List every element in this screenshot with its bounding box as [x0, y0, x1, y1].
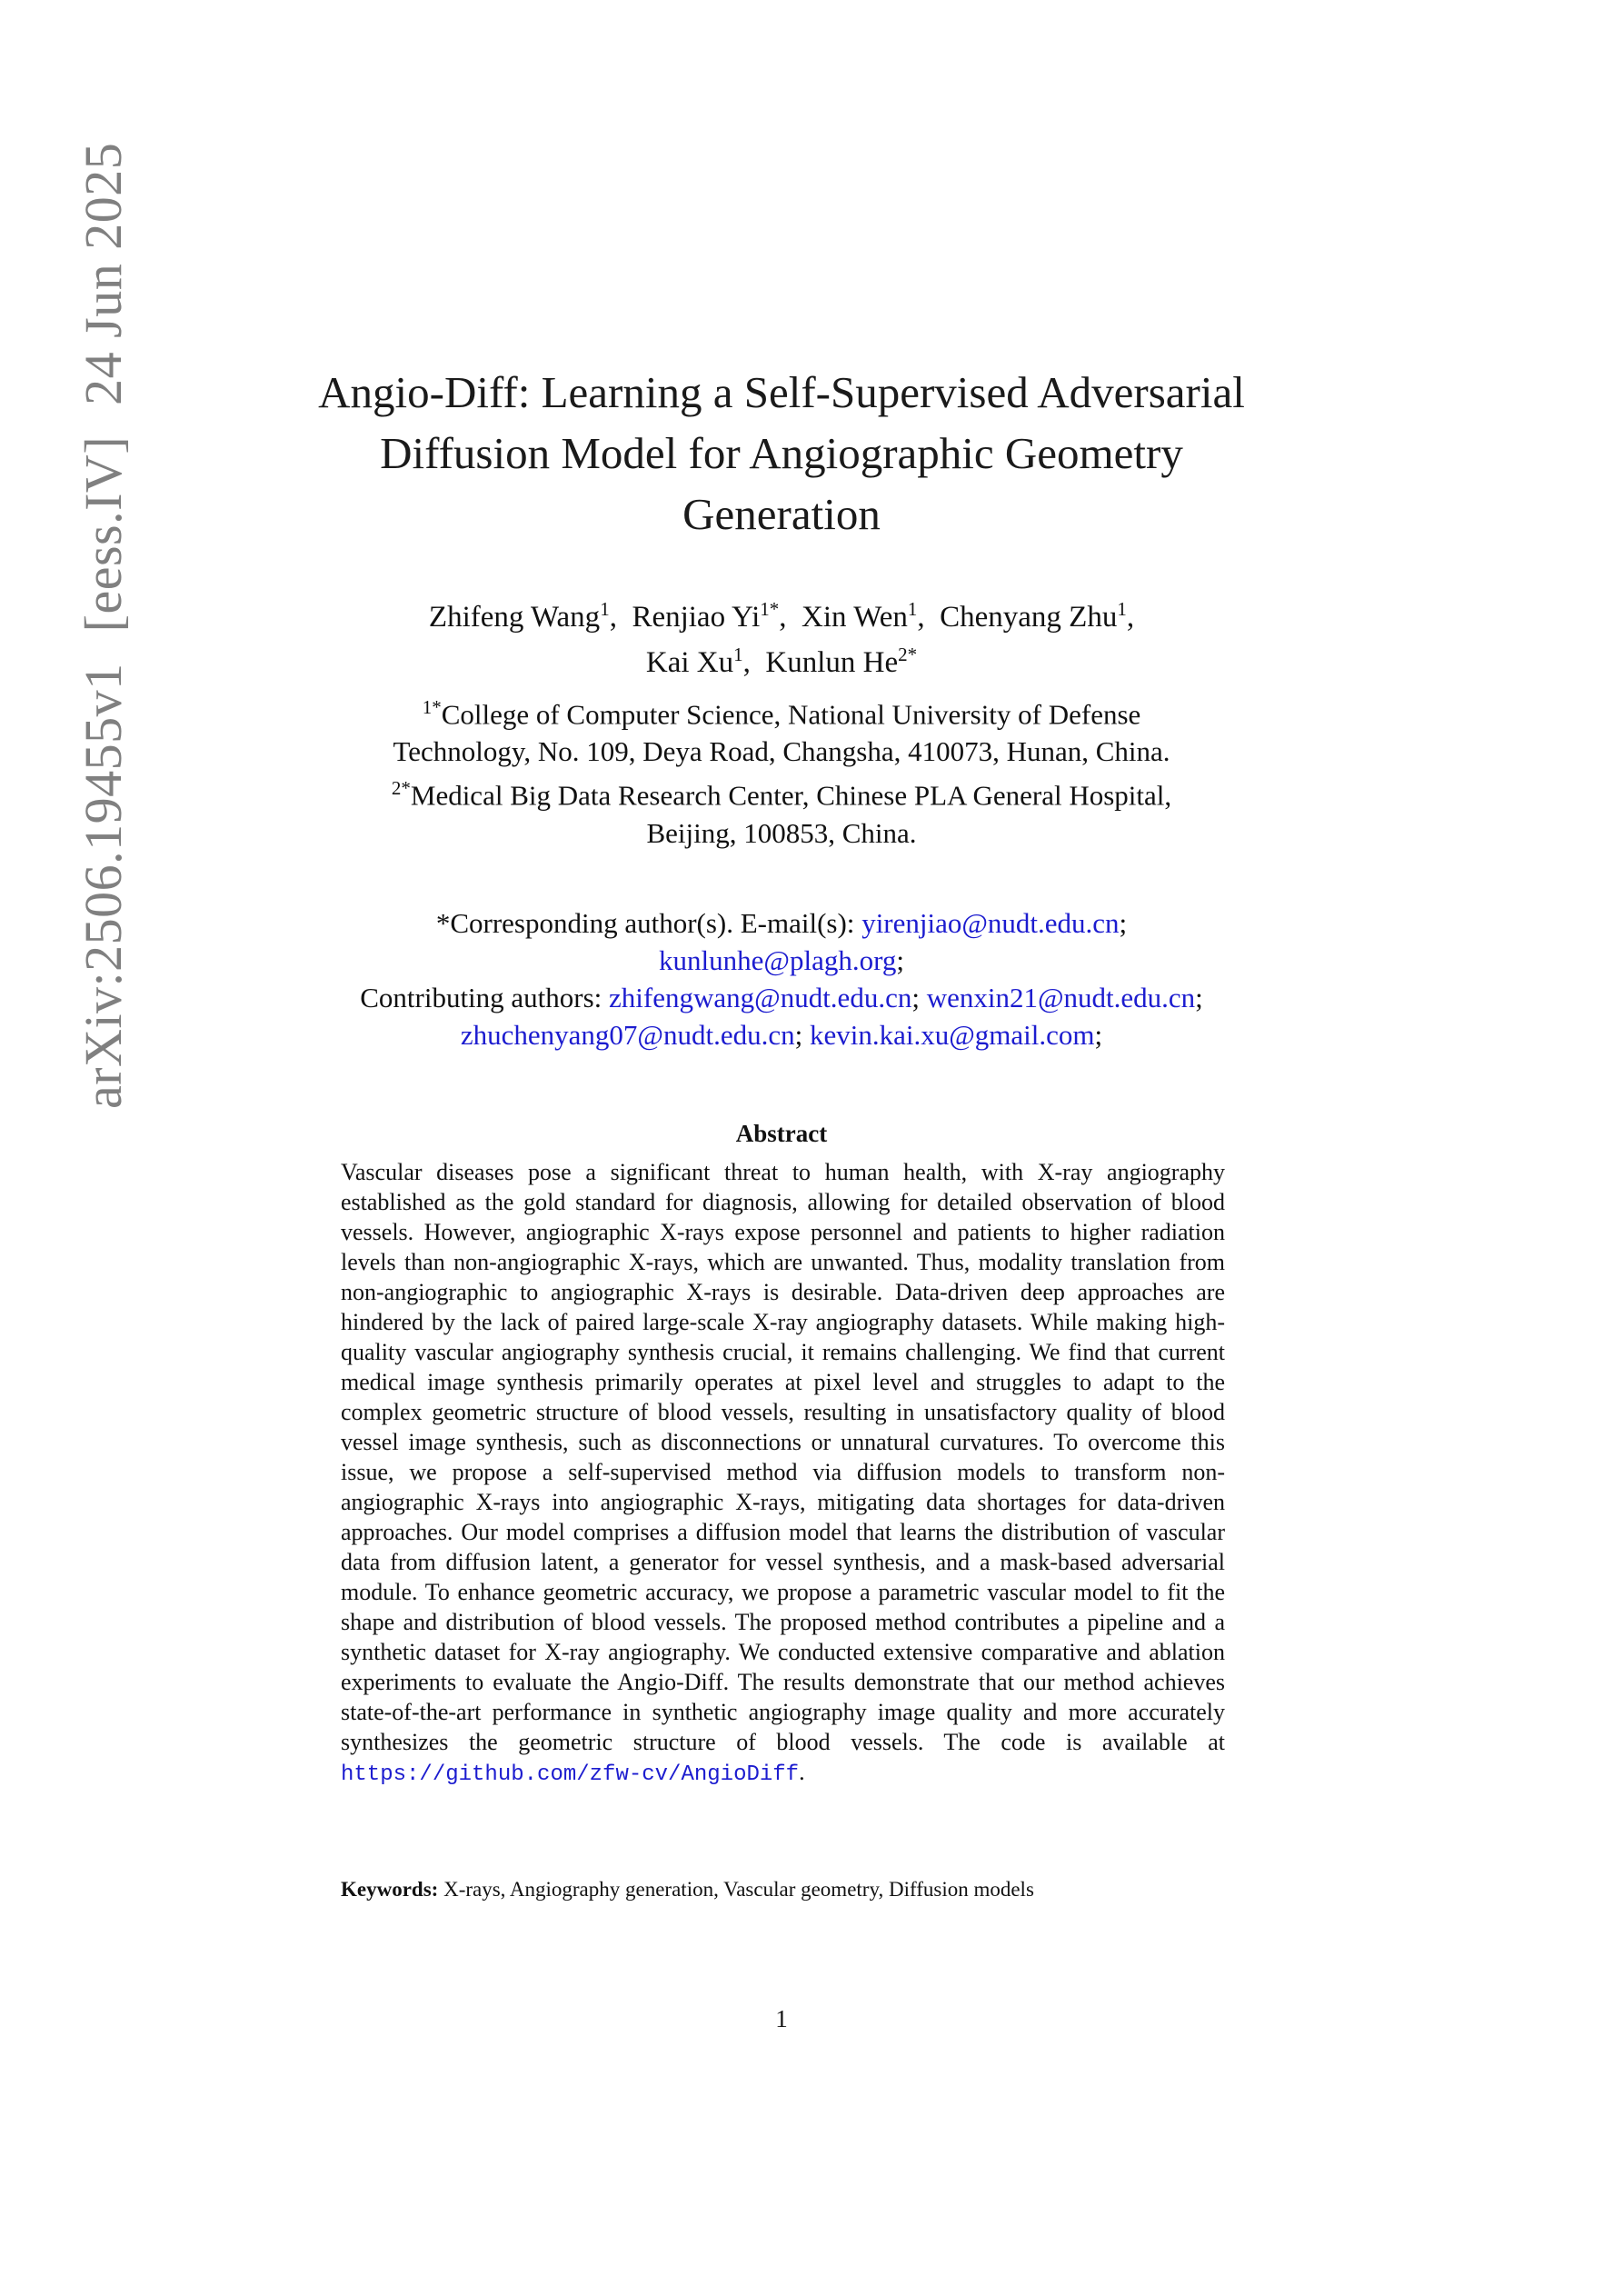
author-affiliation-mark: 1 [600, 598, 610, 620]
contact-info [273, 904, 1290, 1053]
contributing-line: Contributing authors: zhifengwang@nudt.edu.cn; wenxin21@nudt.edu.cn; [360, 982, 1203, 1013]
abstract-heading: Abstract [735, 1120, 828, 1147]
keywords [341, 1878, 1250, 1902]
email-link[interactable]: yirenjiao@nudt.edu.cn [861, 907, 1120, 939]
author-name: Xin Wen [802, 601, 908, 634]
author-affiliation-mark: 1 [907, 598, 918, 620]
arxiv-side-stamp [73, 112, 134, 1109]
affiliation-2-cont: Beijing, 100853, China. [646, 816, 917, 849]
affiliation-mark: 2* [391, 777, 411, 800]
arxiv-id: arXiv:2506.19455v1 [74, 663, 133, 1109]
email-link[interactable]: wenxin21@nudt.edu.cn [926, 982, 1196, 1013]
abstract-text: Vascular diseases pose a significant threat to human health, with X-ray angiography established as the gold standard for diagnosis, allowing for detailed observation of blood vessels. However, angiographic X-rays expose personnel and patients to higher radiation levels than non-angiographic X-rays, which are unwanted. Thus, modality translation from non-angiographic to angiographic X-rays is desirable. Data-driven deep approaches are hindered by the lack of paired large-scale X-ray angiography datasets. While making high-quality vascular angiography synthesis crucial, it remains challenging. We find that current medical image synthesis primarily operates at pixel level and struggles to adapt to the complex geometric structure of blood vessels, resulting in unsatisfactory quality of blood vessel image synthesis, such as disconnections or unnatural curvatures. To overcome this issue, we propose a self-supervised method via diffusion models to transform non-angiographic X-rays into angiographic X-rays, mitigating data shortages for data-driven approaches. Our model comprises a diffusion model that learns the distribution of vascular data from diffusion latent, a generator for vessel synthesis, and a mask-based adversarial module. To enhance geometric accuracy, we propose a parametric vascular model to fit the shape and distribution of blood vessels. The proposed method contributes a pipeline and a synthetic dataset for X-ray angiography. We conducted extensive comparative and ablation experiments to evaluate the Angio-Diff. The results demonstrate that our method achieves state-of-the-art performance in synthetic angiography image quality and more accurately synthesizes the geometric structure of blood vessels. The code is available at [341, 1159, 1225, 1755]
author-affiliation-mark: 1 [733, 644, 743, 665]
title-line: Angio-Diff: Learning a Self-Supervised Adversarial [318, 367, 1245, 417]
affiliations [273, 689, 1290, 852]
paper-title [273, 362, 1290, 544]
affiliation-2: $^{2*}$Medical Big Data Research Center, Chinese PLA General Hospital, [391, 777, 1172, 812]
email-link[interactable]: kunlunhe@plagh.org [659, 944, 897, 976]
code-link[interactable]: https://github.com/zfw-cv/AngioDiff [341, 1762, 800, 1787]
abstract-body: Vascular diseases pose a significant threat to human health, with X-ray angiography established as the gold standard for diagnosis, allowing for detailed observation of blood vessels. However, angiographic X-rays expose personnel and patients to higher radiation levels than non-angiographic X-rays, which are unwanted. Thus, modality translation from non-angiographic to angiographic X-rays is desirable. Data-driven deep approaches are hindered by the lack of paired large-scale X-ray angiography datasets. While making high-quality vascular angiography synthesis crucial, it remains challenging. We find that current medical image synthesis primarily operates at pixel level and struggles to adapt to the complex geometric structure of blood vessels, resulting in unsatisfactory quality of blood vessel image synthesis, such as disconnections or unnatural curvatures. To overcome this issue, we propose a self-supervised method via diffusion models to transform non-angiographic X-rays into angiographic X-rays, mitigating data shortages for data-driven approaches. Our model comprises a diffusion model that learns the distribution of vascular data from diffusion latent, a generator for vessel synthesis, and a mask-based adversarial module. To enhance geometric accuracy, we propose a parametric vascular model to fit the shape and distribution of blood vessels. The proposed method contributes a pipeline and a synthetic dataset for X-ray angiography. We conducted extensive comparative and ablation experiments to evaluate the Angio-Diff. The results demonstrate that our method achieves state-of-the-art performance in synthetic angiography image quality and more accurately synthesizes the geometric structure of blood vessels. The code is available at https://github.com/zfw-cv/AngioDiff. [341, 1159, 1225, 1787]
author-name: Kai Xu [645, 646, 734, 679]
email-link[interactable]: zhuchenyang07@nudt.edu.cn [460, 1019, 795, 1051]
corresponding-label: *Corresponding author(s). E-mail(s): [435, 907, 855, 939]
author-name: Renjiao Yi [632, 601, 761, 634]
title-line: Diffusion Model for Angiographic Geometry [380, 428, 1183, 478]
contributing-label: Contributing authors: [360, 982, 602, 1013]
affiliation-mark: 1* [422, 696, 442, 718]
author-affiliation-mark: 1 [1117, 598, 1127, 620]
author-list [273, 591, 1290, 682]
keywords-text: X-rays, Angiography generation, Vascular geometry, Diffusion models [443, 1878, 1034, 1901]
author-affiliation-mark: 2* [898, 644, 918, 665]
author-line-1: Zhifeng Wang$^1$, Renjiao $Yi^{1*}$, Xin Wen$^1$, Chenyang Zhu$^1$, [428, 598, 1135, 634]
affiliation-1: $^{1*}$College of Computer Science, National University of Defense [422, 696, 1141, 731]
keywords-label: Keywords: [341, 1878, 439, 1901]
arxiv-date: 24 Jun 2025 [74, 142, 133, 405]
title-line: Generation [682, 489, 881, 539]
author-name: Chenyang Zhu [940, 601, 1118, 634]
email-link[interactable]: zhifengwang@nudt.edu.cn [609, 982, 912, 1013]
corresponding-line-2: kunlunhe@plagh.org; [659, 944, 904, 976]
corresponding-line: *Corresponding author(s). E-mail(s): yirenjiao@nudt.edu.cn; [435, 907, 1128, 939]
contributing-line-2: zhuchenyang07@nudt.edu.cn; kevin.kai.xu@gmail.com; [460, 1019, 1103, 1051]
author-name: Kunlun He [765, 646, 899, 679]
author-line-2: Kai Xu$^1$, Kunlun $He^{2*}$ [645, 644, 918, 679]
email-link[interactable]: kevin.kai.xu@gmail.com [809, 1019, 1095, 1051]
author-name: Zhifeng Wang [428, 601, 601, 634]
arxiv-category: [eess.IV] [74, 435, 133, 633]
author-affiliation-mark: 1* [760, 598, 780, 620]
page-number: 1 [775, 2005, 788, 2032]
affiliation-1-cont: Technology, No. 109, Deya Road, Changsha, 410073, Hunan, China. [393, 735, 1170, 768]
